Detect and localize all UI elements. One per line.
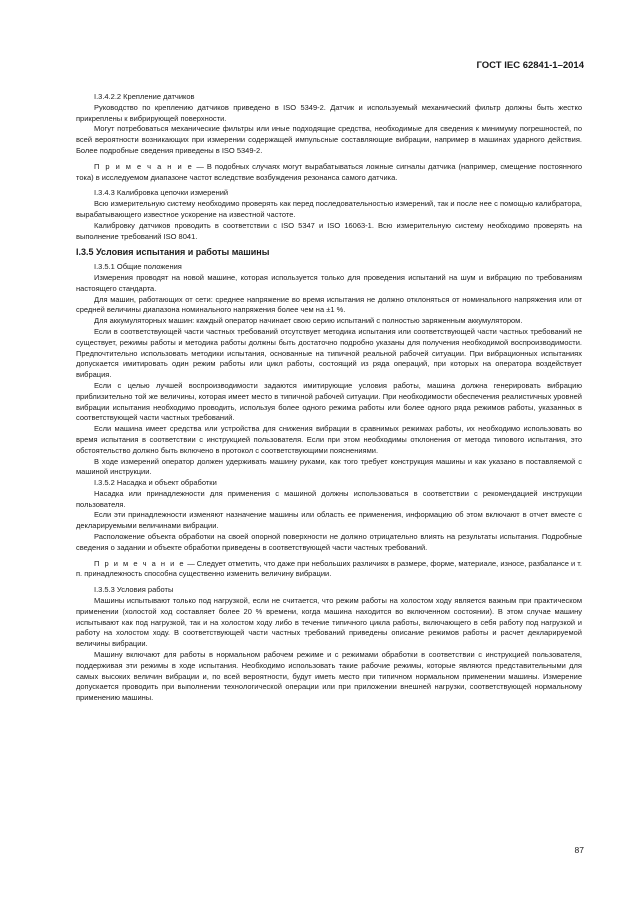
paragraph	[76, 316, 582, 327]
document-header: ГОСТ IEC 62841-1–2014	[476, 60, 584, 71]
paragraph-text: I.3.5.3 Условия работы	[94, 585, 174, 595]
paragraph-text: Машину включают для работы в нормальном рабочем режиме и с режимами обработки в соответствии с инструкцией пользователя, поддерживая эти режимы в ходе испытания. Необходимо использовать такие рабочие режимы, которые являются представительными для самых высоких величин вибрации и, по всей вероятности, будут иметь место при типичном нормальном применении машины. Измерение допускается проводить при выполнении технологической операции или при приложении внешней нагрузки, соответствующей нормальному применению машины.	[76, 650, 582, 703]
page-number: 87	[574, 845, 584, 855]
note-label: П р и м е ч а н и е	[94, 558, 186, 568]
paragraph-text: I.3.5.2 Насадка и объект обработки	[94, 478, 217, 488]
paragraph	[76, 295, 582, 317]
paragraph-text: Калибровку датчиков проводить в соответствии с ISO 5347 и ISO 16063-1. Всю измерительную систему необходимо проверять на выполнение требований ISO 8041.	[76, 220, 582, 241]
paragraph-text: Расположение объекта обработки на своей опорной поверхности не должно отрицательно влиять на результаты испытания. Подробные сведения о задании и объекте обработки приведены в соответствующей части частных требований.	[76, 532, 582, 552]
paragraph	[76, 489, 582, 511]
subsection-heading	[76, 92, 582, 103]
paragraph-text: Машины испытывают только под нагрузкой, если не считается, что режим работы на холостом ходу является важным при практическом применении (холостой ход составляет более 20 % времени, когда машина находится во включенном состоянии). В этом случае машину испытывают как под нагрузкой, так и на холостом ходу либо в течение типичного цикла работы, включающего в себя работу под нагрузкой и работу на холостом ходу. В соответствующей части частных требований приведены описание режимов работы и расчет декларируемой величины вибрации.	[76, 596, 582, 649]
paragraph-text: — Следует отметить, что даже при небольших различиях в размере, форме, материале, износе, разбалансе и т. п. принадлежность способна существенно изменить величину вибрации.	[76, 558, 582, 579]
paragraph	[76, 103, 582, 125]
paragraph-text: Если в соответствующей части частных требований отсутствует методика испытания или соответствующей части частных требований не существует, режимы работы и методика работы должны быть достаточно подробно указаны для получения необходимой воспроизводимости. Предпочтительно использовать методики испытания, основанные на типичной реальной рабочей ситуации. При вибрационных испытаниях допускается имитировать один режим работы или цикл работы, состоящий из ряда операций, при которых на оператора воздействует вибрация.	[76, 326, 582, 380]
paragraph-text: Если с целью лучшей воспроизводимости задаются имитирующие условия работы, машина должна генерировать вибрацию приблизительно той же величины, которая имеет место в типичной рабочей ситуации. При необходимости обеспечения реалистичных уровней вибрации испытания необходимо проводить, используя более одного режима работы или более одного ряда режимов работы, указанных в соответствующей части частных требований.	[76, 380, 582, 423]
paragraph-text: Для аккумуляторных машин: каждый оператор начинает свою серию испытаний с полностью заряженным аккумулятором.	[94, 316, 523, 326]
paragraph	[76, 424, 582, 456]
document-body	[76, 92, 582, 704]
paragraph	[76, 273, 582, 295]
subsection-heading	[76, 478, 582, 489]
paragraph	[76, 199, 582, 221]
paragraph-text: Для машин, работающих от сети: среднее напряжение во время испытания не должно отклоняться от номинального напряжения или от средней величины диапазона номинального напряжения более чем на ±1 %.	[76, 294, 582, 315]
paragraph-text: В ходе измерений оператор должен удерживать машину руками, как того требует конструкция машины и как указано в поставляемой с машиной инструкции.	[76, 456, 582, 477]
paragraph-text: I.3.5.1 Общие положения	[94, 262, 182, 272]
subsection-heading	[76, 262, 582, 273]
paragraph	[76, 532, 582, 554]
paragraph	[76, 221, 582, 243]
paragraph	[76, 124, 582, 156]
note-paragraph	[76, 162, 582, 184]
paragraph	[76, 381, 582, 424]
paragraph-text: — В подобных случаях могут вырабатываться ложные сигналы датчика (например, смещение постоянного тока) в исследуемом диапазоне частот вследствие возбуждения резонанса самого датчика.	[76, 161, 582, 182]
paragraph-text: I.3.4.3 Калибровка цепочки измерений	[94, 188, 229, 198]
paragraph	[76, 510, 582, 532]
paragraph	[76, 457, 582, 479]
note-paragraph	[76, 559, 582, 581]
paragraph-text: Если эти принадлежности изменяют назначение машины или область ее применения, информацию об этом включают в отчет вместе с декларируемыми величинами вибрации.	[76, 510, 582, 531]
paragraph	[76, 327, 582, 381]
paragraph	[76, 596, 582, 650]
subsection-heading	[76, 188, 582, 199]
paragraph	[76, 650, 582, 704]
note-label: П р и м е ч а н и е	[94, 161, 194, 171]
paragraph-text: Всю измерительную систему необходимо проверять как перед последовательностью измерений, так и после нее с помощью калибратора, вырабатывающего известное ускорение на известной частоте.	[76, 199, 582, 219]
subsection-heading	[76, 585, 582, 596]
paragraph-text: Могут потребоваться механические фильтры или иные подходящие средства, необходимые для сведения к минимуму погрешностей, по всей вероятности возникающих при измерении содержащей импульсные составляющие вибрации, например в машинах ударного действия. Более подробные сведения приведены в ISO 5349-2.	[76, 124, 582, 155]
paragraph-text: Измерения проводят на новой машине, которая используется только для проведения испытаний на шум и вибрацию по требованиям настоящего стандарта.	[76, 272, 582, 293]
paragraph-text: Руководство по креплению датчиков приведено в ISO 5349-2. Датчик и используемый механический фильтр должны быть жестко прикреплены к вибрирующей поверхности.	[76, 102, 582, 123]
paragraph-text: I.3.5 Условия испытания и работы машины	[76, 247, 270, 258]
paragraph-text: Если машина имеет средства или устройства для снижения вибрации в сравнимых режимах работы, их необходимо использовать во время испытания в соответствии с инструкцией пользователя. Если при этом необходимы отклонения от метода типового испытания, это обстоятельство должно быть включено в протокол с соответствующими пояснениями.	[76, 424, 582, 455]
paragraph-text: Насадка или принадлежности для применения с машиной должны использоваться в соответствии с рекомендацией инструкции пользователя.	[76, 488, 582, 509]
paragraph-text: I.3.4.2.2 Крепление датчиков	[94, 92, 195, 101]
section-heading	[76, 247, 582, 258]
